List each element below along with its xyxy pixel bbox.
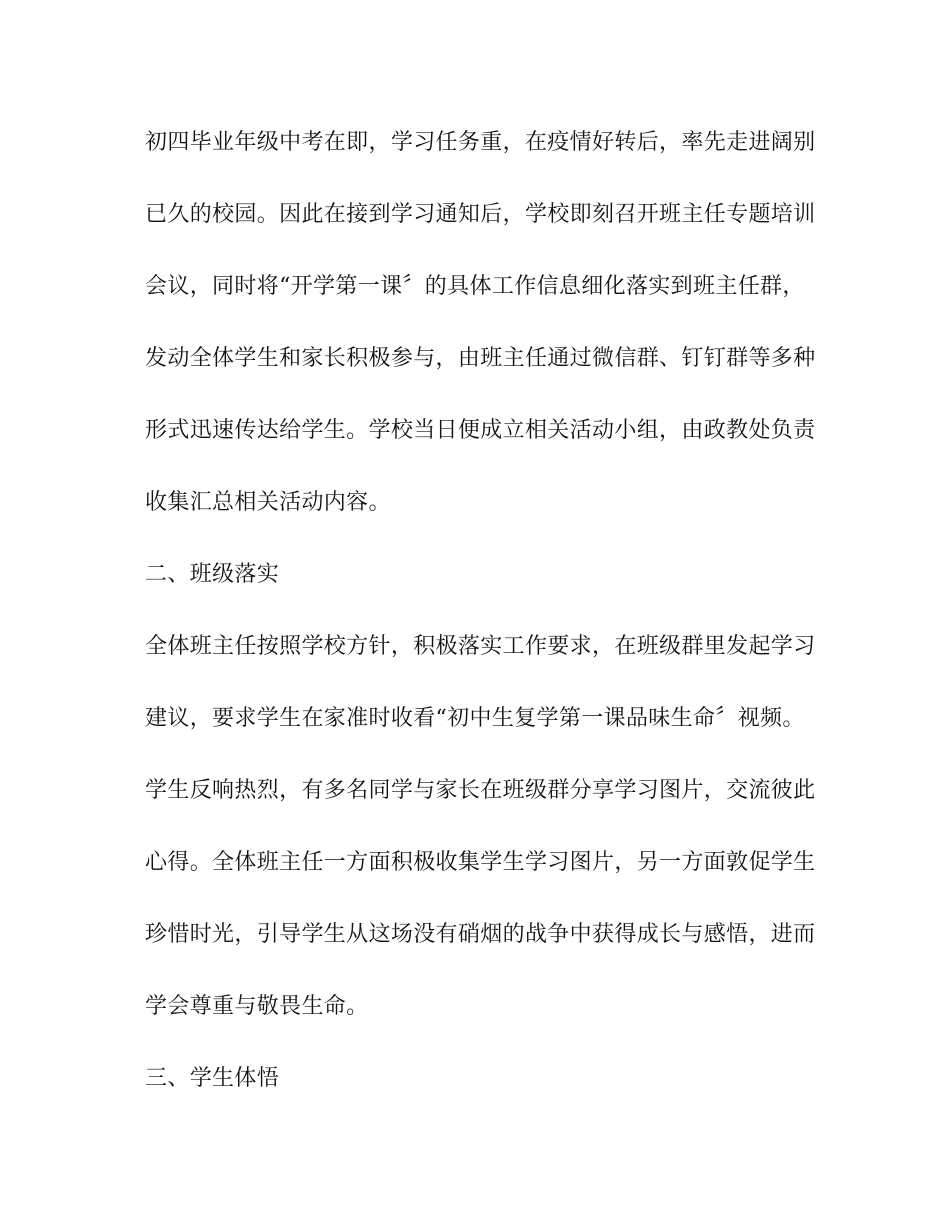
paragraph-2-line-5: 珍惜时光，引导学生从这场没有硝烟的战争中获得成长与感悟，进而 (145, 922, 816, 947)
section-heading-3: 三、学生体悟 (145, 1066, 280, 1091)
paragraph-1-line-3: 会议，同时将“开学第一课〞的具体工作信息细化落实到班主任群， (145, 274, 805, 299)
paragraph-1-line-1: 初四毕业年级中考在即，学习任务重，在疫情好转后，率先走进阔别 (145, 130, 816, 155)
paragraph-1-line-6: 收集汇总相关活动内容。 (145, 490, 391, 515)
paragraph-2-line-2: 建议，要求学生在家准时收看“初中生复学第一课品味生命〞视频。 (145, 706, 805, 731)
paragraph-2-line-4: 心得。全体班主任一方面积极收集学生学习图片，另一方面敦促学生 (145, 850, 816, 875)
paragraph-1-line-5: 形式迅速传达给学生。学校当日便成立相关活动小组，由政教处负责 (145, 418, 816, 443)
paragraph-2-line-6: 学会尊重与敬畏生命。 (145, 994, 369, 1019)
paragraph-2-line-3: 学生反响热烈，有多名同学与家长在班级群分享学习图片，交流彼此 (145, 778, 816, 803)
paragraph-1-line-4: 发动全体学生和家长积极参与，由班主任通过微信群、钉钉群等多种 (145, 346, 816, 371)
paragraph-2-line-1: 全体班主任按照学校方针，积极落实工作要求，在班级群里发起学习 (145, 634, 816, 659)
paragraph-1-line-2: 已久的校园。因此在接到学习通知后，学校即刻召开班主任专题培训 (145, 202, 816, 227)
section-heading-2: 二、班级落实 (145, 562, 280, 587)
